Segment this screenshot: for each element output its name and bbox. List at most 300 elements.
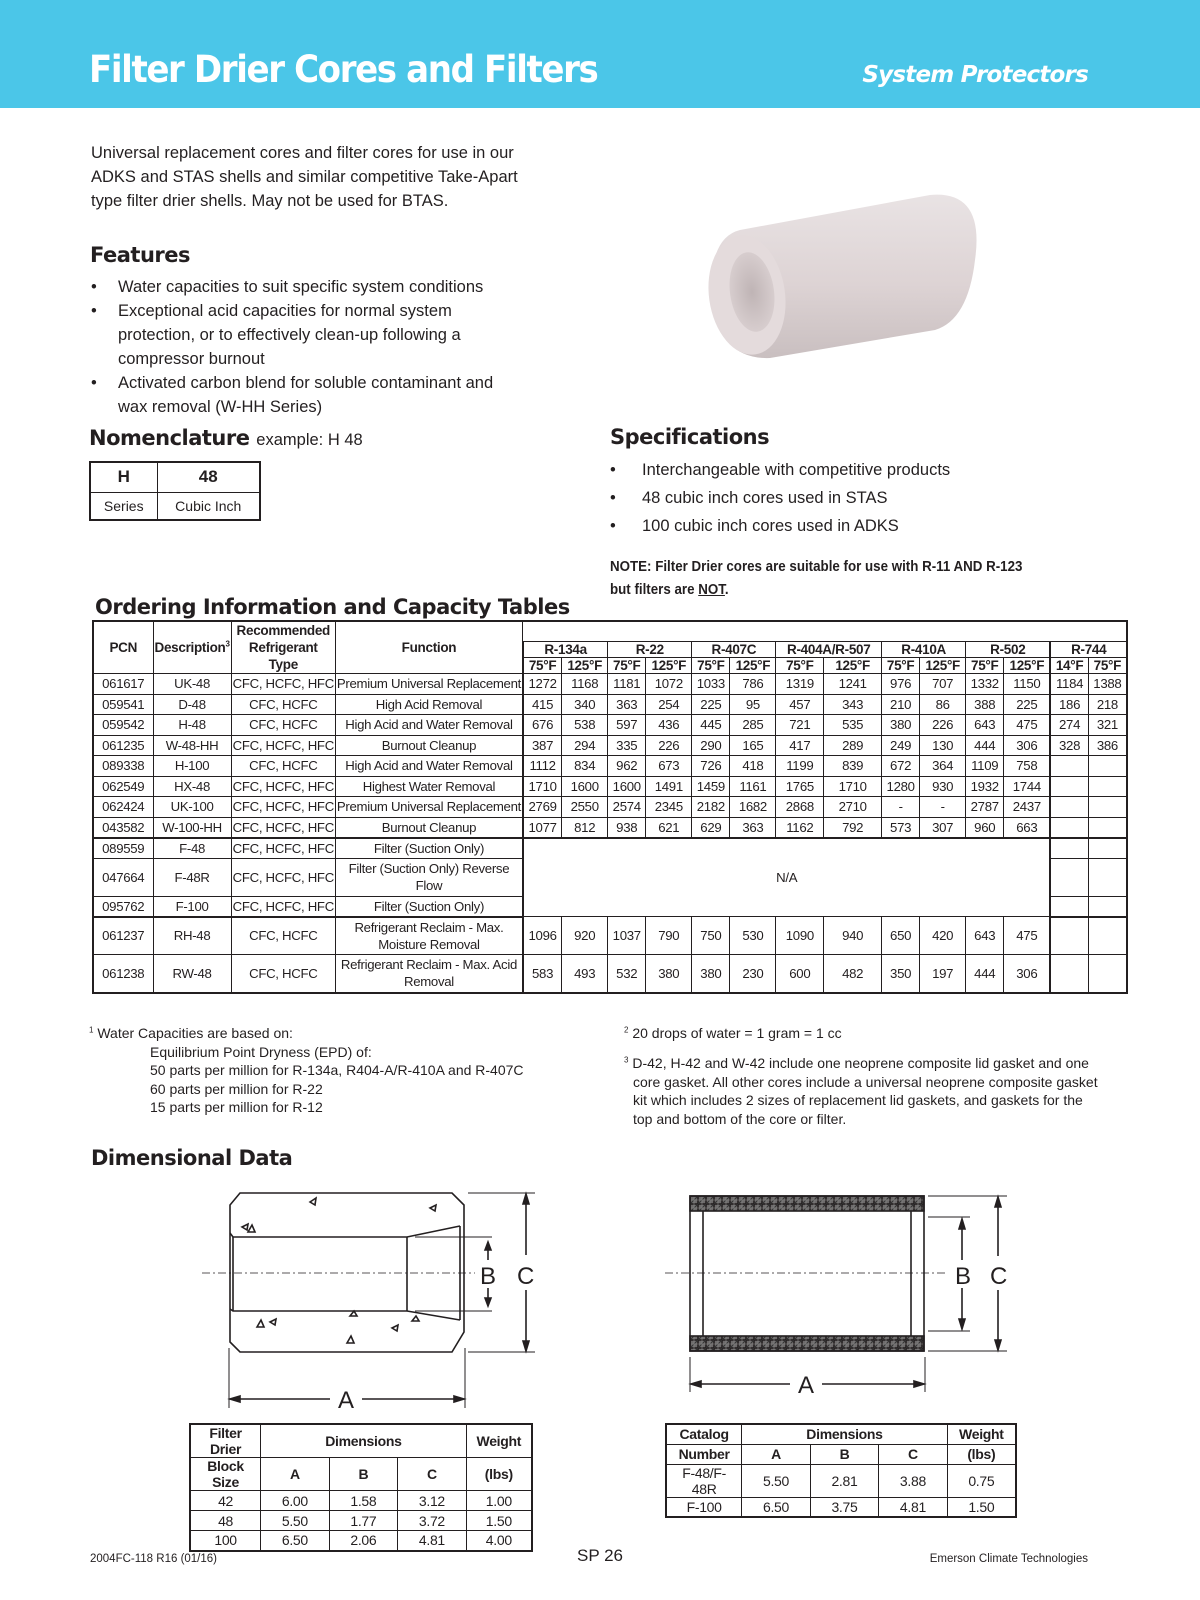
refrigerant-header: R-407C <box>692 641 776 657</box>
cell-pcn: 062549 <box>93 776 153 797</box>
capacity-cell: 289 <box>824 735 882 756</box>
capacity-cell: 1150 <box>1004 674 1051 695</box>
dimension-cell: 3.12 <box>398 1491 467 1511</box>
footnote-1 <box>89 1024 609 1117</box>
note-text: NOTE: Filter Drier cores are suitable for use with R-11 AND R-123 but filters are <box>610 559 1023 598</box>
ordering-table-body <box>93 674 1127 993</box>
nomenclature-heading <box>89 426 363 450</box>
capacity-cell: 386 <box>1088 735 1127 756</box>
cell-type: CFC, HCFC, HFC <box>231 817 335 838</box>
cell-pcn: 089559 <box>93 838 153 859</box>
footnote-1-line: 60 parts per million for R-22 <box>150 1080 323 1097</box>
capacity-cell: 792 <box>824 817 882 838</box>
capacity-cell: 225 <box>692 694 730 715</box>
capacity-cell: 1168 <box>562 674 608 695</box>
capacity-cell: 2182 <box>692 797 730 818</box>
capacity-cell <box>1050 756 1088 777</box>
capacity-cell: 2769 <box>523 797 562 818</box>
col-a: A <box>742 1444 810 1464</box>
capacity-cell: 1765 <box>776 776 824 797</box>
cell-type: CFC, HCFC <box>231 955 335 993</box>
capacity-cell: 418 <box>730 756 776 777</box>
capacity-cell: 321 <box>1088 715 1127 736</box>
table-row <box>93 817 1127 838</box>
capacity-cell: 254 <box>646 694 692 715</box>
nom-size-label: Cubic Inch <box>157 492 260 520</box>
cell-pcn: 059542 <box>93 715 153 736</box>
cell-desc: H-100 <box>153 756 231 777</box>
capacity-cell: 415 <box>523 694 562 715</box>
capacity-cell: 457 <box>776 694 824 715</box>
capacity-cell: 2345 <box>646 797 692 818</box>
table-row <box>93 694 1127 715</box>
col-weight-unit: (lbs) <box>466 1458 532 1491</box>
capacity-cell <box>1050 838 1088 859</box>
page-title: Filter Drier Cores and Filters <box>89 48 598 91</box>
dimension-cell: 48 <box>190 1511 261 1531</box>
cell-desc: D-48 <box>153 694 231 715</box>
footnote-3-text: D-42, H-42 and W-42 include one neoprene composite lid gasket and one core gasket. All other cores include a universal neoprene composite gasket kit which includes 2 sizes of replacement lid gaskets, and gaskets for the top and bottom of the core or filter. <box>632 1055 1098 1127</box>
temperature-header: 75°F <box>966 657 1004 673</box>
cell-type: CFC, HCFC <box>231 917 335 955</box>
cell-desc: H-48 <box>153 715 231 736</box>
cell-func: Premium Universal Replacement <box>335 674 523 695</box>
capacity-cell: 1710 <box>824 776 882 797</box>
dimension-cell: 5.50 <box>261 1511 330 1531</box>
table-row <box>93 955 1127 993</box>
capacity-cell <box>1088 955 1127 993</box>
intro-paragraph: Universal replacement cores and filter cores for use in our ADKS and STAS shells and similar competitive Take-Apart type filter drier shells. May not be used for BTAS. <box>91 144 518 210</box>
core-table-body <box>190 1491 532 1551</box>
capacity-cell: 650 <box>882 917 920 955</box>
cell-desc: UK-100 <box>153 797 231 818</box>
col-catalog-number: Catalog <box>666 1424 742 1444</box>
dimension-a-label: A <box>338 1387 355 1410</box>
dimension-cell: 3.72 <box>398 1511 467 1531</box>
capacity-cell: 388 <box>966 694 1004 715</box>
cell-func: Refrigerant Reclaim - Max. Acid Removal <box>335 955 523 993</box>
cell-func: High Acid and Water Removal <box>335 715 523 736</box>
capacity-cell: 532 <box>608 955 646 993</box>
capacity-cell <box>1088 756 1127 777</box>
capacity-cell: 962 <box>608 756 646 777</box>
temperature-header: 75°F <box>776 657 824 673</box>
col-dimensions: Dimensions <box>261 1424 467 1458</box>
cell-type: CFC, HCFC, HFC <box>231 858 335 896</box>
col-description <box>153 621 231 674</box>
cell-func: Filter (Suction Only) <box>335 838 523 859</box>
footnote-marker: 1 <box>89 1025 94 1035</box>
specifications-list <box>610 458 1050 542</box>
cell-pcn: 059541 <box>93 694 153 715</box>
capacity-cell: 721 <box>776 715 824 736</box>
col-refrigerant-type: Recommended Refrigerant Type <box>231 621 335 674</box>
nomenclature-title: Nomenclature <box>89 426 250 450</box>
capacity-cell: 417 <box>776 735 824 756</box>
capacity-cell: 1162 <box>776 817 824 838</box>
capacity-cell: 225 <box>1004 694 1051 715</box>
capacity-cell: 335 <box>608 735 646 756</box>
dimension-cell: 6.50 <box>261 1531 330 1551</box>
dimension-cell: F-100 <box>666 1497 742 1517</box>
capacity-cell: 226 <box>646 735 692 756</box>
footnote-1-lead: Water Capacities are based on: <box>97 1025 293 1041</box>
col-c: C <box>398 1458 467 1491</box>
capacity-cell: 1184 <box>1050 674 1088 695</box>
capacity-cell: 387 <box>523 735 562 756</box>
capacity-cell: - <box>920 797 966 818</box>
page-number: SP 26 <box>577 1546 624 1565</box>
col-weight: Weight <box>947 1424 1016 1444</box>
cell-desc: UK-48 <box>153 674 231 695</box>
footnote-1-line: Equilibrium Point Dryness (EPD) of: <box>150 1043 372 1060</box>
capacity-cell: 786 <box>730 674 776 695</box>
core-dimension-table <box>189 1423 533 1552</box>
capacity-cell: 2437 <box>1004 797 1051 818</box>
capacity-cell: 673 <box>646 756 692 777</box>
cell-pcn: 061237 <box>93 917 153 955</box>
footnote-1-line: 50 parts per million for R-134a, R404-A/R-410A and R-407C <box>150 1062 524 1078</box>
capacity-cell: 306 <box>1004 735 1051 756</box>
table-row <box>93 674 1127 695</box>
capacity-cell: 363 <box>608 694 646 715</box>
filter-table-body <box>666 1464 1016 1517</box>
nom-size-code: 48 <box>157 462 260 492</box>
temperature-header: 75°F <box>523 657 562 673</box>
capacity-cell: 380 <box>692 955 730 993</box>
cell-pcn: 061238 <box>93 955 153 993</box>
capacity-cell: 380 <box>882 715 920 736</box>
cell-pcn: 089338 <box>93 756 153 777</box>
dimension-cell: 4.81 <box>398 1531 467 1551</box>
dimension-cell: 3.88 <box>879 1464 947 1497</box>
cell-type: CFC, HCFC, HFC <box>231 776 335 797</box>
temperature-header: 75°F <box>608 657 646 673</box>
cell-type: CFC, HCFC, HFC <box>231 896 335 917</box>
capacity-cell: 930 <box>920 776 966 797</box>
capacity-cell: 1181 <box>608 674 646 695</box>
capacity-cell: 1072 <box>646 674 692 695</box>
dimension-cell: 2.06 <box>329 1531 398 1551</box>
capacity-cell: 1710 <box>523 776 562 797</box>
compatibility-note <box>610 556 1042 602</box>
capacity-cell: 676 <box>523 715 562 736</box>
capacity-cell: 600 <box>776 955 824 993</box>
capacity-cell: 1600 <box>562 776 608 797</box>
table-row <box>93 917 1127 955</box>
cell-desc: RW-48 <box>153 955 231 993</box>
temperature-header: 125°F <box>920 657 966 673</box>
capacity-cell: 197 <box>920 955 966 993</box>
cell-pcn: 061235 <box>93 735 153 756</box>
feature-item: • Water capacities to suit specific system conditions <box>91 275 521 299</box>
dimension-cell: 1.00 <box>466 1491 532 1511</box>
capacity-cell: 726 <box>692 756 730 777</box>
cell-type: CFC, HCFC <box>231 756 335 777</box>
dimensional-heading: Dimensional Data <box>91 1146 293 1170</box>
col-pcn: PCN <box>93 621 153 674</box>
dimension-c-label: C <box>517 1263 535 1290</box>
refrigerant-header: R-134a <box>523 641 608 657</box>
capacity-cell: 663 <box>1004 817 1051 838</box>
dimension-c-label: C <box>990 1263 1008 1290</box>
refrigerant-header: R-410A <box>882 641 966 657</box>
dimension-cell: 1.58 <box>329 1491 398 1511</box>
capacity-cell <box>1050 858 1088 896</box>
capacity-cell: 482 <box>824 955 882 993</box>
feature-item: • Exceptional acid capacities for normal system protection, or to effectively clean-up following a compressor burnout <box>91 299 521 371</box>
footnote-marker: 3 <box>624 1055 629 1065</box>
capacity-cell: - <box>882 797 920 818</box>
col-b: B <box>810 1444 878 1464</box>
capacity-cell <box>1050 776 1088 797</box>
spec-item: • 48 cubic inch cores used in STAS <box>610 486 1050 510</box>
temperature-header: 75°F <box>1088 657 1127 673</box>
cell-func: Highest Water Removal <box>335 776 523 797</box>
capacity-cell: 938 <box>608 817 646 838</box>
capacity-cell: 1096 <box>523 917 562 955</box>
capacity-cell: 643 <box>966 715 1004 736</box>
capacity-cell: 230 <box>730 955 776 993</box>
capacity-cell: 2550 <box>562 797 608 818</box>
temperature-header: 125°F <box>1004 657 1051 673</box>
table-row <box>666 1497 1016 1517</box>
dimension-cell: 4.81 <box>879 1497 947 1517</box>
refrigerant-header: R-404A/R-507 <box>776 641 882 657</box>
col-dimensions: Dimensions <box>742 1424 947 1444</box>
table-row <box>190 1491 532 1511</box>
dimension-cell: 42 <box>190 1491 261 1511</box>
table-row <box>666 1464 1016 1497</box>
capacity-cell: 920 <box>562 917 608 955</box>
capacity-cell: 343 <box>824 694 882 715</box>
ordering-capacity-table <box>92 620 1128 994</box>
capacity-cell: 583 <box>523 955 562 993</box>
cell-type: CFC, HCFC <box>231 715 335 736</box>
cell-desc: F-48R <box>153 858 231 896</box>
document-code: 2004FC-118 R16 (01/16) <box>90 1553 217 1565</box>
capacity-cell <box>1088 817 1127 838</box>
capacity-cell: 2710 <box>824 797 882 818</box>
cell-desc: F-100 <box>153 896 231 917</box>
capacity-cell: 307 <box>920 817 966 838</box>
capacity-cell <box>1050 817 1088 838</box>
dimension-cell: 6.00 <box>261 1491 330 1511</box>
cell-func: Refrigerant Reclaim - Max. Moisture Removal <box>335 917 523 955</box>
company-name: Emerson Climate Technologies <box>929 1553 1088 1565</box>
capacity-cell: 1161 <box>730 776 776 797</box>
nom-series-label: Series <box>90 492 157 520</box>
cell-pcn: 061617 <box>93 674 153 695</box>
capacity-cell <box>1088 896 1127 917</box>
capacity-cell: 2787 <box>966 797 1004 818</box>
capacity-cell <box>1088 838 1127 859</box>
temperature-header: 125°F <box>562 657 608 673</box>
capacity-cell: 95 <box>730 694 776 715</box>
capacity-cell: 597 <box>608 715 646 736</box>
col-weight: Weight <box>466 1424 532 1458</box>
footnote-2 <box>624 1024 1104 1043</box>
capacity-cell <box>1050 917 1088 955</box>
capacity-cell: 420 <box>920 917 966 955</box>
capacity-cell: 290 <box>692 735 730 756</box>
note-emphasis: NOT <box>698 582 725 598</box>
core-dimension-diagram <box>190 1180 560 1415</box>
capacity-cell: 340 <box>562 694 608 715</box>
col-block-size-2: Block Size <box>190 1458 261 1491</box>
col-c: C <box>879 1444 947 1464</box>
capacity-cell: 186 <box>1050 694 1088 715</box>
capacity-cell <box>1088 776 1127 797</box>
table-row <box>93 776 1127 797</box>
capacity-cell: 2574 <box>608 797 646 818</box>
capacity-cell: 294 <box>562 735 608 756</box>
capacity-cell: 839 <box>824 756 882 777</box>
table-row <box>93 756 1127 777</box>
capacity-cell: 1491 <box>646 776 692 797</box>
spec-item: • Interchangeable with competitive products <box>610 458 1050 482</box>
dimension-cell: 6.50 <box>742 1497 810 1517</box>
footnote-ref: 3 <box>225 639 230 649</box>
capacity-cell: 380 <box>646 955 692 993</box>
temperature-header: 125°F <box>730 657 776 673</box>
dimension-cell: 1.77 <box>329 1511 398 1531</box>
capacity-cell: 1682 <box>730 797 776 818</box>
page-header-band <box>0 0 1200 108</box>
capacity-cell: 1932 <box>966 776 1004 797</box>
ordering-heading: Ordering Information and Capacity Tables <box>95 595 570 619</box>
capacity-cell: 1600 <box>608 776 646 797</box>
capacity-cell: 1459 <box>692 776 730 797</box>
col-block-size: Filter Drier <box>190 1424 261 1458</box>
note-suffix: . <box>724 582 729 598</box>
dimension-cell: 5.50 <box>742 1464 810 1497</box>
dimension-cell: 4.00 <box>466 1531 532 1551</box>
capacity-cell: 1744 <box>1004 776 1051 797</box>
cell-desc: F-48 <box>153 838 231 859</box>
capacity-cell: 210 <box>882 694 920 715</box>
cell-type: CFC, HCFC <box>231 694 335 715</box>
capacity-cell: 363 <box>730 817 776 838</box>
cell-desc: RH-48 <box>153 917 231 955</box>
table-row <box>93 797 1127 818</box>
cell-func: Burnout Cleanup <box>335 817 523 838</box>
capacity-cell: 812 <box>562 817 608 838</box>
capacity-header-spacer <box>523 621 1127 641</box>
temperature-header: 125°F <box>646 657 692 673</box>
col-weight-unit: (lbs) <box>947 1444 1016 1464</box>
capacity-cell: 1199 <box>776 756 824 777</box>
capacity-cell: 165 <box>730 735 776 756</box>
capacity-cell <box>1050 896 1088 917</box>
table-row <box>93 735 1127 756</box>
capacity-cell: 1241 <box>824 674 882 695</box>
capacity-cell: 707 <box>920 674 966 695</box>
filter-dimension-diagram <box>650 1180 1020 1405</box>
dimension-cell: 2.81 <box>810 1464 878 1497</box>
not-applicable-cell: N/A <box>523 838 1050 917</box>
refrigerant-header: R-22 <box>608 641 692 657</box>
capacity-cell: 2868 <box>776 797 824 818</box>
capacity-cell: 328 <box>1050 735 1088 756</box>
dimension-cell: 1.50 <box>947 1497 1016 1517</box>
cell-func: Burnout Cleanup <box>335 735 523 756</box>
refrigerant-header: R-502 <box>966 641 1051 657</box>
nomenclature-table <box>89 461 261 521</box>
capacity-cell: 538 <box>562 715 608 736</box>
cylindrical-core-image <box>700 190 990 370</box>
nomenclature-example: example: H 48 <box>256 431 363 449</box>
cell-pcn: 043582 <box>93 817 153 838</box>
table-row <box>93 838 1127 859</box>
nom-series-code: H <box>90 462 157 492</box>
capacity-cell: 940 <box>824 917 882 955</box>
capacity-cell: 444 <box>966 735 1004 756</box>
section-subtitle: System Protectors <box>862 62 1088 88</box>
cell-func: High Acid and Water Removal <box>335 756 523 777</box>
capacity-cell: 535 <box>824 715 882 736</box>
col-catalog-number-2: Number <box>666 1444 742 1464</box>
dimension-a-label: A <box>798 1372 815 1399</box>
capacity-cell: 629 <box>692 817 730 838</box>
feature-item: • Activated carbon blend for soluble contaminant and wax removal (W-HH Series) <box>91 371 521 419</box>
temperature-header: 75°F <box>692 657 730 673</box>
capacity-cell: 444 <box>966 955 1004 993</box>
cell-desc: W-48-HH <box>153 735 231 756</box>
capacity-cell: 960 <box>966 817 1004 838</box>
cell-type: CFC, HCFC, HFC <box>231 797 335 818</box>
capacity-cell: 643 <box>966 917 1004 955</box>
features-list <box>91 275 521 419</box>
capacity-cell: 1090 <box>776 917 824 955</box>
features-heading: Features <box>90 243 190 267</box>
capacity-cell: 530 <box>730 917 776 955</box>
col-description-label: Description <box>154 640 226 655</box>
capacity-cell: 306 <box>1004 955 1051 993</box>
capacity-cell: 226 <box>920 715 966 736</box>
footnote-1-line: 15 parts per million for R-12 <box>150 1099 323 1115</box>
cell-type: CFC, HCFC, HFC <box>231 674 335 695</box>
filter-dimension-table <box>665 1423 1017 1518</box>
capacity-cell <box>1088 797 1127 818</box>
capacity-cell: 364 <box>920 756 966 777</box>
capacity-cell: 621 <box>646 817 692 838</box>
capacity-cell: 86 <box>920 694 966 715</box>
cell-type: CFC, HCFC, HFC <box>231 735 335 756</box>
capacity-cell: 1112 <box>523 756 562 777</box>
col-b: B <box>329 1458 398 1491</box>
table-row <box>93 715 1127 736</box>
capacity-cell: 1033 <box>692 674 730 695</box>
refrigerant-header: R-744 <box>1050 641 1127 657</box>
footnote-3 <box>624 1054 1104 1128</box>
capacity-cell <box>1088 917 1127 955</box>
capacity-cell: 573 <box>882 817 920 838</box>
capacity-cell: 834 <box>562 756 608 777</box>
capacity-cell: 1388 <box>1088 674 1127 695</box>
footnote-marker: 2 <box>624 1025 629 1035</box>
capacity-cell: 672 <box>882 756 920 777</box>
capacity-cell: 274 <box>1050 715 1088 736</box>
capacity-cell: 1280 <box>882 776 920 797</box>
cell-func: Filter (Suction Only) Reverse Flow <box>335 858 523 896</box>
capacity-cell <box>1050 955 1088 993</box>
table-row <box>190 1531 532 1551</box>
cell-type: CFC, HCFC, HFC <box>231 838 335 859</box>
cell-func: Premium Universal Replacement <box>335 797 523 818</box>
capacity-cell: 750 <box>692 917 730 955</box>
cell-pcn: 062424 <box>93 797 153 818</box>
